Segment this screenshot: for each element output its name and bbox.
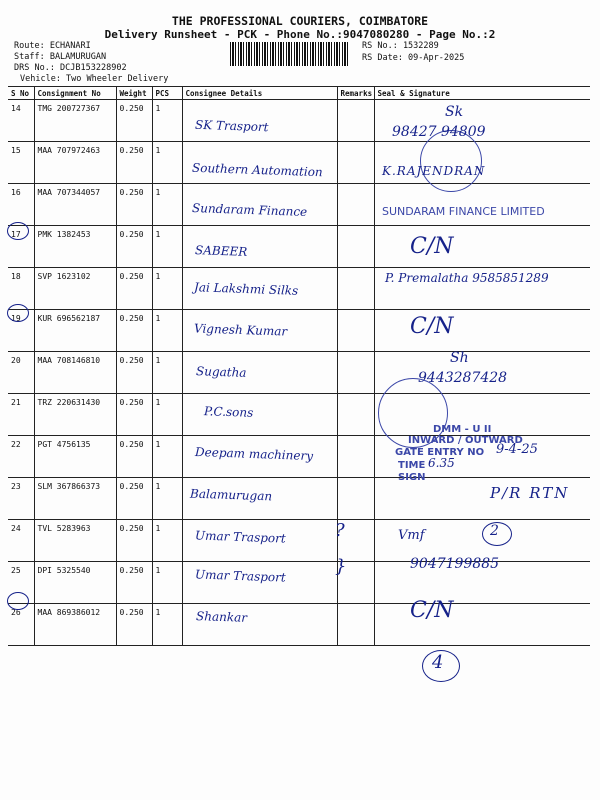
- vehicle-label: Vehicle: Two Wheeler Delivery: [20, 74, 169, 84]
- signature-phone: 9443287428: [418, 370, 508, 386]
- remarks-cell: [337, 604, 374, 646]
- consignment-cell: MAA 707344057: [34, 184, 116, 226]
- staff-label: Staff: BALAMURUGAN: [14, 52, 107, 62]
- consignee-handwriting: P.C.sons: [203, 404, 254, 420]
- consignee-handwriting: Umar Trasport: [194, 528, 286, 546]
- remarks-cell: [337, 100, 374, 142]
- consignee-handwriting: Deepam machinery: [194, 444, 314, 464]
- sno-cell: 25: [8, 562, 34, 604]
- weight-cell: 0.250: [116, 310, 152, 352]
- weight-cell: 0.250: [116, 604, 152, 646]
- weight-cell: 0.250: [116, 562, 152, 604]
- pcs-cell: 1: [152, 436, 182, 478]
- pcs-cell: 1: [152, 562, 182, 604]
- gate-entry-date: 9-4-25: [496, 442, 538, 457]
- table-row: [8, 604, 590, 646]
- pcs-cell: 1: [152, 520, 182, 562]
- document-subtitle: Delivery Runsheet - PCK - Phone No.:9047080280 - Page No.:2: [104, 28, 496, 41]
- pcs-cell: 1: [152, 394, 182, 436]
- remarks-cell: [337, 352, 374, 394]
- signature-name: K.RAJENDRAN: [382, 164, 486, 178]
- consignee-handwriting: Vignesh Kumar: [193, 321, 288, 339]
- pcs-cell: 1: [152, 184, 182, 226]
- consignee-handwriting: SK Trasport: [194, 117, 269, 135]
- consignment-cell: KUR 696562187: [34, 310, 116, 352]
- table-row: [8, 100, 590, 142]
- route-label: Route: ECHANARI: [14, 41, 91, 51]
- sno-cell: 19: [8, 310, 34, 352]
- consignment-cell: PMK 1382453: [34, 226, 116, 268]
- barcode: [230, 42, 350, 66]
- gate-stamp-sign: SIGN: [398, 472, 426, 483]
- table-row: [8, 226, 590, 268]
- weight-cell: 0.250: [116, 352, 152, 394]
- weight-cell: 0.250: [116, 394, 152, 436]
- column-header: Seal & Signature: [374, 87, 590, 100]
- document-title: THE PROFESSIONAL COURIERS, COIMBATORE: [171, 14, 429, 28]
- circle-mark: [7, 592, 29, 610]
- consignment-cell: SVP 1623102: [34, 268, 116, 310]
- consignee-handwriting: Umar Trasport: [194, 567, 286, 585]
- circle-mark: [7, 304, 29, 322]
- circled-number: 2: [490, 523, 499, 539]
- consignee-handwriting: Sugatha: [195, 364, 247, 380]
- bracket-mark: }: [335, 556, 347, 577]
- sno-cell: 16: [8, 184, 34, 226]
- consignment-cell: PGT 4756135: [34, 436, 116, 478]
- weight-cell: 0.250: [116, 520, 152, 562]
- sno-cell: 26: [8, 604, 34, 646]
- consignment-cell: SLM 367866373: [34, 478, 116, 520]
- signature-cn: C/N: [410, 314, 454, 339]
- remarks-cell: [337, 478, 374, 520]
- consignee-handwriting: Jai Lakshmi Silks: [193, 280, 299, 298]
- consignee-handwriting: Shankar: [195, 609, 248, 625]
- signature-phone: 9047199885: [410, 556, 500, 572]
- gate-stamp-entry: GATE ENTRY NO: [395, 447, 485, 458]
- pcs-cell: 1: [152, 226, 182, 268]
- column-header: Consignment No: [34, 87, 116, 100]
- pcs-cell: 1: [152, 142, 182, 184]
- seal-cell: [374, 310, 590, 352]
- weight-cell: 0.250: [116, 478, 152, 520]
- circle-mark: [7, 222, 29, 240]
- seal-cell: [374, 604, 590, 646]
- remarks-cell: [337, 436, 374, 478]
- consignee-handwriting: Balamurugan: [189, 486, 273, 504]
- gate-stamp-inward: INWARD / OUTWARD: [408, 435, 523, 446]
- pcs-cell: 1: [152, 100, 182, 142]
- page-number-mark: 4: [432, 652, 444, 673]
- pcs-cell: 1: [152, 478, 182, 520]
- consignment-cell: TRZ 220631430: [34, 394, 116, 436]
- signature-name-phone: P. Premalatha 9585851289: [385, 271, 549, 285]
- drs-label: DRS No.: DCJB153228902: [14, 63, 127, 73]
- signature-mark: Sk: [445, 104, 464, 120]
- signature-cn: C/N: [410, 234, 454, 259]
- gate-stamp-time: TIME: [398, 460, 426, 471]
- remarks-cell: [337, 226, 374, 268]
- consignment-cell: MAA 869386012: [34, 604, 116, 646]
- sno-cell: 20: [8, 352, 34, 394]
- pcs-cell: 1: [152, 604, 182, 646]
- pcs-cell: 1: [152, 310, 182, 352]
- sno-cell: 15: [8, 142, 34, 184]
- consignment-cell: TMG 200727367: [34, 100, 116, 142]
- seal-cell: [374, 226, 590, 268]
- table-row: [8, 310, 590, 352]
- sno-cell: 24: [8, 520, 34, 562]
- weight-cell: 0.250: [116, 436, 152, 478]
- consignment-cell: MAA 707972463: [34, 142, 116, 184]
- sno-cell: 23: [8, 478, 34, 520]
- consignment-cell: DPI 5325540: [34, 562, 116, 604]
- signature-mark: Vmf: [398, 528, 425, 543]
- gate-time-value: 6.35: [428, 456, 455, 470]
- remarks-cell: [337, 184, 374, 226]
- weight-cell: 0.250: [116, 142, 152, 184]
- consignee-handwriting: SABEER: [194, 243, 248, 259]
- column-header: S No: [8, 87, 34, 100]
- rs-number: RS No.: 1532289: [362, 41, 439, 51]
- signature-mark: Sh: [450, 350, 469, 366]
- company-stamp: SUNDARAM FINANCE LIMITED: [382, 205, 545, 218]
- column-header: Weight: [116, 87, 152, 100]
- weight-cell: 0.250: [116, 268, 152, 310]
- table-row: [8, 394, 590, 436]
- table-header-row: [8, 87, 590, 100]
- remarks-cell: [337, 394, 374, 436]
- column-header: PCS: [152, 87, 182, 100]
- weight-cell: 0.250: [116, 184, 152, 226]
- consignee-handwriting: Sundaram Finance: [191, 200, 308, 220]
- signature-returned: P/R RTN: [490, 484, 570, 502]
- weight-cell: 0.250: [116, 100, 152, 142]
- column-header: Consignee Details: [182, 87, 337, 100]
- sno-cell: 22: [8, 436, 34, 478]
- rs-date: RS Date: 09-Apr-2025: [362, 53, 465, 63]
- remarks-cell: [337, 142, 374, 184]
- bracket-mark: ?: [335, 520, 345, 541]
- weight-cell: 0.250: [116, 226, 152, 268]
- pcs-cell: 1: [152, 268, 182, 310]
- sno-cell: 18: [8, 268, 34, 310]
- sno-cell: 21: [8, 394, 34, 436]
- consignment-cell: MAA 708146810: [34, 352, 116, 394]
- sno-cell: 17: [8, 226, 34, 268]
- remarks-cell: [337, 268, 374, 310]
- table-row: [8, 562, 590, 604]
- signature-phone: 98427 94809: [392, 124, 486, 140]
- remarks-cell: [337, 310, 374, 352]
- signature-cn: C/N: [410, 598, 454, 623]
- gate-stamp-title: DMM - U II: [433, 424, 492, 435]
- consignee-handwriting: Southern Automation: [191, 160, 323, 180]
- sno-cell: 14: [8, 100, 34, 142]
- column-header: Remarks: [337, 87, 374, 100]
- pcs-cell: 1: [152, 352, 182, 394]
- consignment-cell: TVL 5283963: [34, 520, 116, 562]
